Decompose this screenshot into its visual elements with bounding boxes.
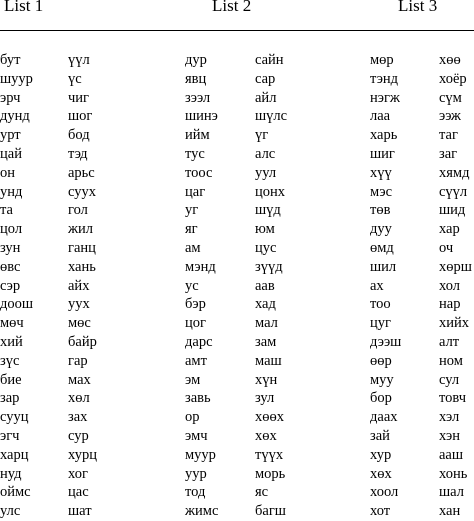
word: морь — [255, 465, 286, 482]
word: хан — [439, 503, 461, 520]
word: хямд — [439, 164, 470, 181]
word: цуг — [370, 315, 391, 332]
word: ээж — [439, 108, 461, 125]
word: өөр — [370, 352, 392, 369]
word: хөө — [439, 52, 461, 68]
word: шинэ — [185, 108, 218, 125]
word: дуу — [370, 221, 392, 238]
word: хөрш — [439, 258, 472, 275]
word: мөр — [370, 52, 394, 68]
word: завь — [185, 390, 211, 407]
list-2-words-b — [255, 51, 287, 521]
word: зун — [0, 239, 21, 256]
word: мах — [68, 371, 91, 388]
word: муу — [370, 371, 394, 388]
word: цаг — [185, 183, 206, 200]
word: байр — [68, 333, 97, 350]
word: зүс — [0, 352, 20, 369]
word: унд — [0, 183, 23, 200]
word: сур — [68, 427, 89, 444]
word: лаа — [370, 108, 391, 125]
word: сэр — [0, 277, 21, 294]
word: харь — [370, 127, 398, 144]
word: алс — [255, 145, 276, 162]
word: шүлс — [255, 108, 288, 125]
word: хог — [68, 465, 88, 482]
word: маш — [255, 352, 282, 369]
word: заг — [439, 145, 458, 162]
word: зул — [255, 390, 275, 407]
word: хий — [0, 333, 23, 350]
word: ус — [185, 277, 199, 294]
word: хань — [68, 258, 96, 275]
word: мөч — [0, 315, 24, 332]
word: бие — [0, 371, 22, 388]
word: тод — [185, 484, 206, 501]
word: цол — [0, 221, 23, 238]
word: хөх — [370, 465, 392, 482]
word: дээш — [370, 333, 402, 350]
word: шид — [439, 202, 466, 219]
word: он — [0, 164, 16, 181]
word: урт — [0, 127, 21, 144]
word: аав — [255, 277, 275, 294]
word: цус — [255, 239, 277, 256]
word: оч — [439, 239, 454, 256]
word: зай — [370, 427, 390, 444]
word: бор — [370, 390, 392, 407]
list-3-words-a — [370, 51, 401, 521]
word: шат — [68, 503, 92, 520]
word: хоол — [370, 484, 399, 501]
word: ах — [370, 277, 384, 294]
word: яг — [185, 221, 198, 238]
word: үг — [255, 127, 269, 144]
word: хийх — [439, 315, 470, 332]
word: хонь — [439, 465, 468, 482]
word: сүүл — [439, 183, 468, 200]
word: хөл — [68, 390, 90, 407]
word: гар — [68, 352, 88, 369]
word: шал — [439, 484, 464, 501]
word: цог — [185, 315, 206, 332]
word: хэл — [439, 409, 460, 426]
word: мэс — [370, 183, 393, 200]
word: уух — [68, 296, 90, 313]
word: өмд — [370, 239, 394, 256]
word: хоёр — [439, 70, 467, 87]
word: уул — [255, 164, 277, 181]
word: харц — [0, 446, 29, 463]
word: зар — [0, 390, 20, 407]
word: сул — [439, 371, 460, 388]
word: хар — [439, 221, 460, 238]
word: айх — [68, 277, 90, 294]
word: шил — [370, 258, 397, 275]
list-1-words-a — [0, 51, 33, 521]
word: доош — [0, 296, 34, 313]
word: шиг — [370, 145, 395, 162]
word: цас — [68, 484, 89, 501]
word: арьс — [68, 164, 95, 181]
word: үүл — [68, 52, 90, 68]
word: чиг — [68, 89, 89, 106]
word: хөх — [255, 427, 277, 444]
word: яс — [255, 484, 269, 501]
word: тоос — [185, 164, 213, 181]
word: эмч — [185, 427, 208, 444]
word: суух — [68, 183, 96, 200]
word: зээл — [185, 89, 211, 106]
word: тэнд — [370, 70, 399, 87]
word: ор — [185, 409, 200, 426]
word: хэн — [439, 427, 461, 444]
word: уур — [185, 465, 207, 482]
list-2-words-a — [185, 51, 218, 521]
word: шог — [68, 108, 93, 125]
list-1-title: List 1 — [4, 0, 44, 15]
word: үс — [68, 70, 82, 87]
word: эгч — [0, 427, 20, 444]
word: жил — [68, 221, 94, 238]
word: зах — [68, 409, 88, 426]
word: нэгж — [370, 89, 400, 106]
word: юм — [255, 221, 275, 238]
word: амт — [185, 352, 207, 369]
word: нар — [439, 296, 461, 313]
word: дур — [185, 52, 207, 68]
word: оймс — [0, 484, 31, 501]
list-2-title: List 2 — [212, 0, 252, 15]
word: шүд — [255, 202, 281, 219]
word: ном — [439, 352, 463, 369]
word: бэр — [185, 296, 206, 313]
word: та — [0, 202, 13, 219]
word: хүү — [370, 164, 392, 181]
word: бут — [0, 52, 21, 68]
word: хүн — [255, 371, 278, 388]
header-rule — [0, 30, 474, 31]
word: таг — [439, 127, 458, 144]
word: ийм — [185, 127, 210, 144]
word: муур — [185, 446, 216, 463]
word: зүүд — [255, 258, 283, 275]
word: уг — [185, 202, 199, 219]
word: төв — [370, 202, 391, 219]
word: алт — [439, 333, 460, 350]
word: даах — [370, 409, 398, 426]
list-1-words-b — [68, 51, 97, 521]
word: айл — [255, 89, 277, 106]
word: жимс — [185, 503, 219, 520]
word: хурц — [68, 446, 97, 463]
word: өвс — [0, 258, 21, 275]
word: нуд — [0, 465, 22, 482]
word: товч — [439, 390, 466, 407]
word: дарс — [185, 333, 213, 350]
word: хот — [370, 503, 391, 520]
word: мал — [255, 315, 278, 332]
word: хол — [439, 277, 460, 294]
word: тоо — [370, 296, 391, 313]
word: цонх — [255, 183, 286, 200]
word: сууц — [0, 409, 29, 426]
word: тэд — [68, 145, 88, 162]
list-3-title: List 3 — [398, 0, 438, 15]
word: явц — [185, 70, 207, 87]
word: эм — [185, 371, 201, 388]
word: шуур — [0, 70, 33, 87]
word: зам — [255, 333, 277, 350]
list-3-words-b — [439, 51, 472, 521]
word: цай — [0, 145, 22, 162]
word: хур — [370, 446, 392, 463]
word: сар — [255, 70, 276, 87]
word: түүх — [255, 446, 284, 463]
word: бод — [68, 127, 90, 144]
word: сүм — [439, 89, 462, 106]
word: дунд — [0, 108, 30, 125]
word: тус — [185, 145, 205, 162]
word: багш — [255, 503, 286, 520]
word: ам — [185, 239, 201, 256]
word: ганц — [68, 239, 96, 256]
word: хад — [255, 296, 276, 313]
word: ааш — [439, 446, 464, 463]
word: улс — [0, 503, 21, 520]
word: гол — [68, 202, 88, 219]
word: хөөх — [255, 409, 284, 426]
word: мөс — [68, 315, 91, 332]
word: эрч — [0, 89, 21, 106]
word: сайн — [255, 52, 284, 68]
word: мэнд — [185, 258, 216, 275]
